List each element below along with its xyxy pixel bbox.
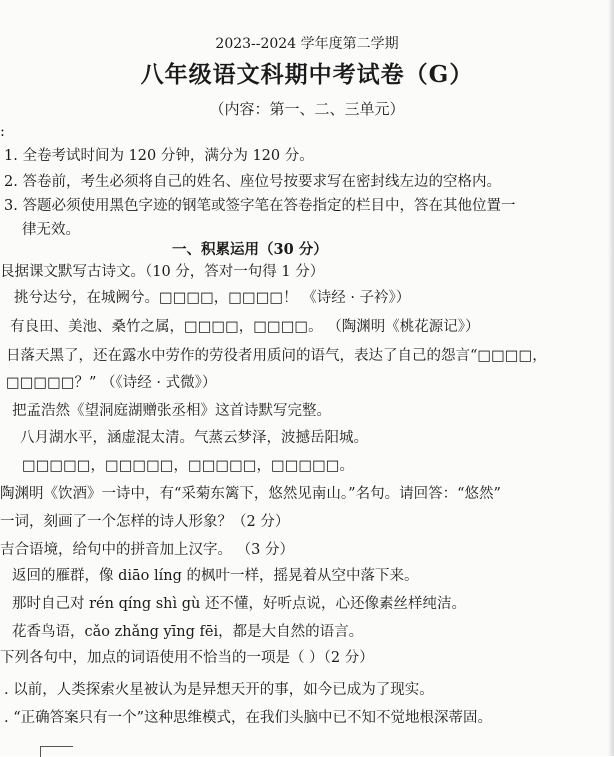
q1-line-1: 挑兮达兮，在城阙兮。□□□□，□□□□！ 《诗经 · 子衿》） — [14, 290, 411, 306]
q1-line-5: 把孟浩然《望洞庭湖赠张丞相》这首诗默写完整。 — [12, 403, 331, 419]
q1-line-3: 日落天黑了，还在露水中劳作的劳役者用质问的语气，表达了自己的怨言“□□□□， — [6, 348, 547, 364]
instruction-item-3: 3. 答题必须使用黑色字迹的钢笔或签字笔在答卷指定的栏目中，答在其他位置一 — [4, 198, 516, 214]
q1-line-7: □□□□□，□□□□□，□□□□□，□□□□□。 — [22, 458, 354, 474]
q1-intro: 艮据课文默写古诗文。（10 分，答对一句得 1 分） — [0, 264, 325, 280]
q1-line-9: 一词，刻画了一个怎样的诗人形象？（2 分） — [0, 514, 290, 530]
q3-intro: 下列各句中，加点的词语使用不恰当的一项是（ ）（2 分） — [0, 650, 374, 666]
q1-line-6: 八月湖水平，涵虚混太清。气蒸云梦泽，波撼岳阳城。 — [20, 430, 368, 446]
exam-content-scope: （内容：第一、二、三单元） — [209, 100, 405, 118]
school-year: 2023--2024 学年度第二学期 — [215, 36, 399, 52]
q2-line-2: 那时自己对 rén qíng shì gù 还不懂，好听点说，心还像素丝样纯洁。 — [12, 596, 466, 612]
instruction-item-3-cont: 律无效。 — [22, 222, 80, 238]
exam-title: 八年级语文科期中考试卷（G） — [140, 61, 474, 88]
instruction-item-1: 1. 全卷考试时间为 120 分钟，满分为 120 分。 — [4, 148, 314, 164]
q1-line-2: 有良田、美池、桑竹之属，□□□□，□□□□。 （陶渊明《桃花源记》） — [10, 319, 480, 335]
instruction-item-2: 2. 答卷前，考生必须将自己的姓名、座位号按要求写在密封线左边的空格内。 — [4, 174, 501, 190]
instructions-lead: : — [0, 124, 5, 140]
q3-option-1: . 以前，人类探索火星被认为是异想天开的事，如今已成为了现实。 — [4, 682, 434, 698]
q1-line-8: 陶渊明《饮酒》一诗中，有“采菊东篱下，悠然见南山。”名句。请回答：“悠然” — [0, 486, 501, 502]
q2-line-3: 花香鸟语，cǎo zhǎng yīng fēi，都是大自然的语言。 — [12, 624, 364, 640]
q2-line-1: 返回的雁群，像 diāo líng 的枫叶一样，摇晃着从空中落下来。 — [12, 568, 419, 584]
section-heading: 一、积累运用（30 分） — [172, 241, 328, 258]
q3-option-2: . “正确答案只有一个”这种思维模式，在我们头脑中已不知不觉地根深蒂固。 — [4, 710, 493, 726]
answer-box-corner — [40, 746, 73, 757]
q1-line-4: □□□□□？” （《诗经 · 式微》） — [6, 375, 217, 391]
q2-intro: 吉合语境，给句中的拼音加上汉字。 （3 分） — [0, 542, 294, 558]
